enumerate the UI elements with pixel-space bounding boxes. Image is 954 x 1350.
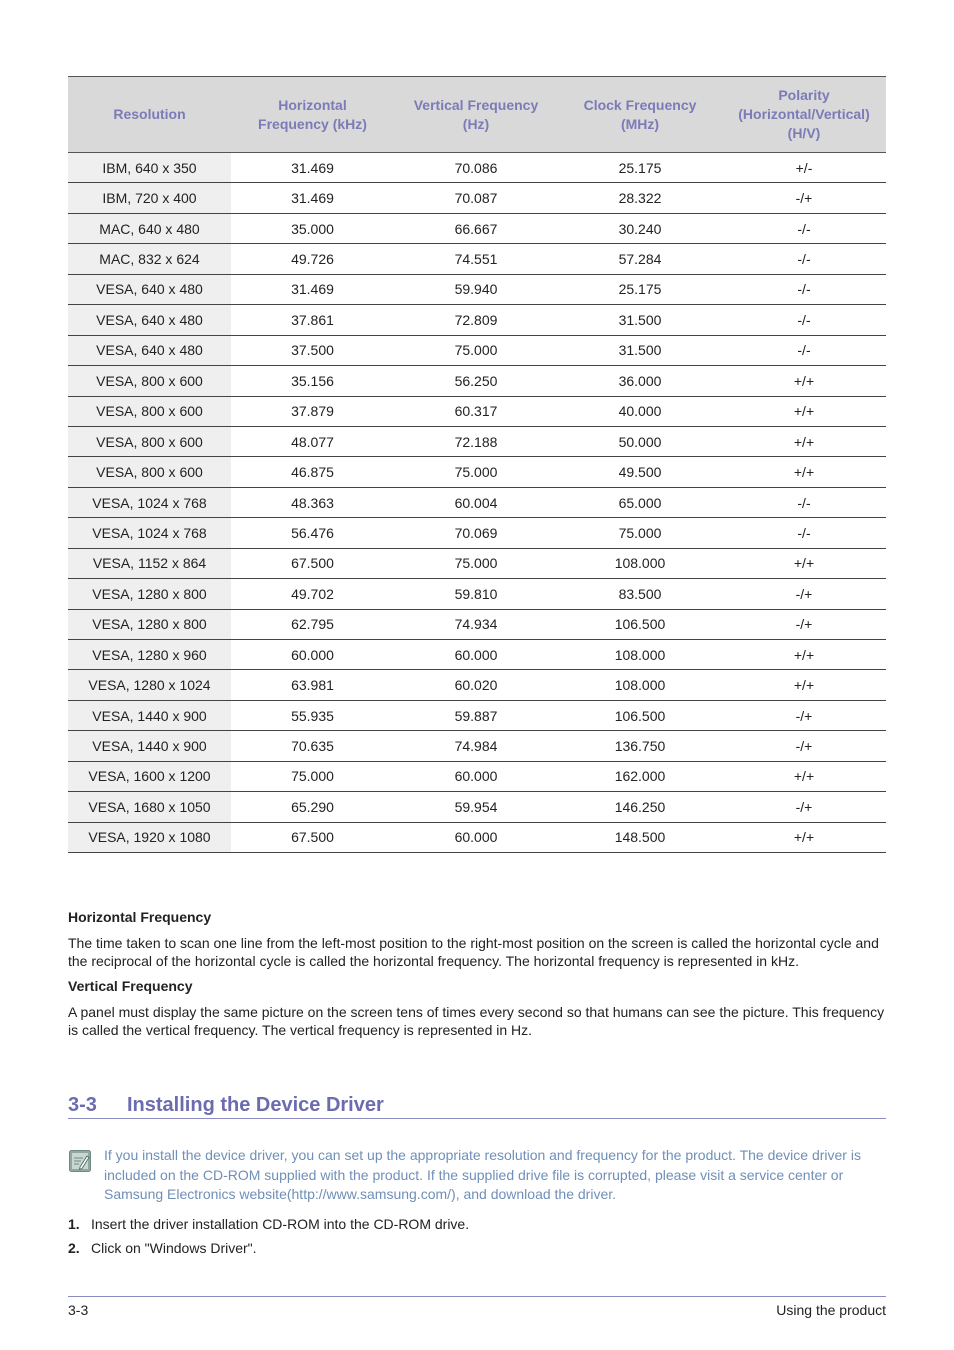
value-cell: 60.000	[394, 761, 558, 791]
value-cell: 49.726	[231, 244, 394, 274]
vertical-frequency-text: A panel must display the same picture on the screen tens of times every second so that humans can see the picture. This frequency is called the vertical frequency. The vertical frequency is represented in Hz.	[68, 1004, 885, 1038]
table-row	[68, 305, 886, 335]
value-cell: 70.086	[394, 153, 558, 183]
value-cell: -/+	[722, 731, 886, 761]
table-row	[68, 426, 886, 456]
resolution-cell: VESA, 640 x 480	[68, 274, 231, 304]
horizontal-frequency-text: The time taken to scan one line from the left-most position to the right-most position on the screen is called the horizontal cycle and the reciprocal of the horizontal cycle is called the horizontal frequency. The horizontal frequency is represented in kHz.	[68, 935, 879, 969]
header-line: (Horizontal/Vertical)	[738, 106, 870, 122]
table-row	[68, 183, 886, 213]
resolution-cell: MAC, 640 x 480	[68, 213, 231, 243]
footer-chapter: Using the product	[776, 1302, 886, 1318]
resolution-cell: VESA, 1280 x 1024	[68, 670, 231, 700]
value-cell: 74.934	[394, 609, 558, 639]
value-cell: 31.469	[231, 153, 394, 183]
value-cell: 25.175	[558, 153, 722, 183]
value-cell: 83.500	[558, 579, 722, 609]
table-row	[68, 396, 886, 426]
value-cell: 59.810	[394, 579, 558, 609]
value-cell: +/+	[722, 457, 886, 487]
resolution-cell: VESA, 640 x 480	[68, 305, 231, 335]
value-cell: 50.000	[558, 426, 722, 456]
resolution-cell: VESA, 640 x 480	[68, 335, 231, 365]
table-row	[68, 792, 886, 822]
value-cell: 59.887	[394, 700, 558, 730]
header-line: Resolution	[113, 106, 186, 122]
note-text: If you install the device driver, you can set up the appropriate resolution and frequency for the product. The device driver is included on the CD-ROM supplied with the product. If the supplied drive file is corrupted, please visit a service center or Samsung Electronics website(http://www.samsung.com/), and download the driver.	[104, 1147, 861, 1202]
value-cell: -/+	[722, 792, 886, 822]
header-line: (MHz)	[620, 115, 660, 132]
value-cell: 25.175	[558, 274, 722, 304]
step-text: Insert the driver installation CD-ROM into the CD-ROM drive.	[91, 1216, 470, 1232]
value-cell: 70.635	[231, 731, 394, 761]
table-header-cell	[231, 77, 394, 153]
table-header-cell	[68, 77, 231, 153]
value-cell: 75.000	[394, 548, 558, 578]
value-cell: 59.954	[394, 792, 558, 822]
header-line: (H/V)	[787, 125, 821, 141]
value-cell: 31.500	[558, 335, 722, 365]
value-cell: 72.188	[394, 426, 558, 456]
table-row	[68, 761, 886, 791]
value-cell: 35.000	[231, 213, 394, 243]
table-row	[68, 213, 886, 243]
vertical-frequency-heading: Vertical Frequency	[68, 978, 193, 994]
table-row	[68, 487, 886, 517]
resolution-cell: VESA, 1440 x 900	[68, 700, 231, 730]
resolution-cell: VESA, 800 x 600	[68, 426, 231, 456]
table-row	[68, 153, 886, 183]
value-cell: 37.861	[231, 305, 394, 335]
header-line: Clock Frequency	[583, 96, 697, 113]
table-header-row	[68, 77, 886, 153]
value-cell: 37.500	[231, 335, 394, 365]
value-cell: +/+	[722, 426, 886, 456]
value-cell: -/+	[722, 579, 886, 609]
table-row	[68, 579, 886, 609]
value-cell: 75.000	[394, 457, 558, 487]
value-cell: 60.317	[394, 396, 558, 426]
value-cell: 108.000	[558, 640, 722, 670]
table-row	[68, 244, 886, 274]
section-title	[68, 1090, 886, 1119]
value-cell: 75.000	[231, 761, 394, 791]
value-cell: 37.879	[231, 396, 394, 426]
value-cell: +/+	[722, 761, 886, 791]
value-cell: -/+	[722, 183, 886, 213]
value-cell: 59.940	[394, 274, 558, 304]
value-cell: 146.250	[558, 792, 722, 822]
resolution-cell: VESA, 1280 x 800	[68, 609, 231, 639]
value-cell: 62.795	[231, 609, 394, 639]
table-body	[68, 153, 886, 853]
table-row	[68, 518, 886, 548]
value-cell: +/-	[722, 153, 886, 183]
value-cell: 106.500	[558, 700, 722, 730]
resolution-cell: VESA, 1280 x 960	[68, 640, 231, 670]
value-cell: 66.667	[394, 213, 558, 243]
value-cell: 74.551	[394, 244, 558, 274]
value-cell: +/+	[722, 396, 886, 426]
value-cell: 49.500	[558, 457, 722, 487]
value-cell: -/-	[722, 305, 886, 335]
value-cell: 57.284	[558, 244, 722, 274]
value-cell: +/+	[722, 822, 886, 852]
header-line: Polarity	[778, 87, 830, 103]
value-cell: 60.000	[394, 640, 558, 670]
resolution-cell: VESA, 1680 x 1050	[68, 792, 231, 822]
table-row	[68, 609, 886, 639]
value-cell: 108.000	[558, 548, 722, 578]
value-cell: 48.363	[231, 487, 394, 517]
value-cell: 40.000	[558, 396, 722, 426]
value-cell: +/+	[722, 366, 886, 396]
table-row	[68, 670, 886, 700]
horizontal-frequency-heading: Horizontal Frequency	[68, 909, 212, 925]
value-cell: 60.020	[394, 670, 558, 700]
value-cell: -/-	[722, 518, 886, 548]
resolution-cell: IBM, 720 x 400	[68, 183, 231, 213]
resolution-cell: VESA, 1600 x 1200	[68, 761, 231, 791]
footer-divider	[68, 1296, 886, 1297]
value-cell: 36.000	[558, 366, 722, 396]
step-text: Click on "Windows Driver".	[91, 1240, 257, 1256]
value-cell: -/+	[722, 700, 886, 730]
table-row	[68, 731, 886, 761]
section-number: 3-3	[68, 1094, 97, 1116]
value-cell: 70.069	[394, 518, 558, 548]
value-cell: 60.004	[394, 487, 558, 517]
table-row	[68, 274, 886, 304]
value-cell: -/-	[722, 335, 886, 365]
table-row	[68, 700, 886, 730]
resolution-cell: VESA, 1440 x 900	[68, 731, 231, 761]
value-cell: 46.875	[231, 457, 394, 487]
value-cell: 48.077	[231, 426, 394, 456]
note-pencil-icon	[69, 1150, 91, 1172]
value-cell: -/-	[722, 487, 886, 517]
resolution-cell: VESA, 1152 x 864	[68, 548, 231, 578]
value-cell: 31.469	[231, 183, 394, 213]
resolution-cell: MAC, 832 x 624	[68, 244, 231, 274]
resolution-cell: IBM, 640 x 350	[68, 153, 231, 183]
header-line: Horizontal	[278, 96, 347, 113]
resolution-cell: VESA, 1280 x 800	[68, 579, 231, 609]
value-cell: +/+	[722, 548, 886, 578]
value-cell: 35.156	[231, 366, 394, 396]
table-row	[68, 366, 886, 396]
resolution-cell: VESA, 800 x 600	[68, 396, 231, 426]
value-cell: 108.000	[558, 670, 722, 700]
table-header-cell	[394, 77, 558, 153]
resolution-cell: VESA, 800 x 600	[68, 366, 231, 396]
resolution-cell: VESA, 800 x 600	[68, 457, 231, 487]
table-row	[68, 640, 886, 670]
table-header-cell	[558, 77, 722, 153]
value-cell: 60.000	[231, 640, 394, 670]
value-cell: 31.469	[231, 274, 394, 304]
value-cell: 67.500	[231, 548, 394, 578]
table-row	[68, 548, 886, 578]
header-line: (Hz)	[462, 115, 490, 132]
value-cell: 136.750	[558, 731, 722, 761]
value-cell: 74.984	[394, 731, 558, 761]
value-cell: 31.500	[558, 305, 722, 335]
value-cell: 106.500	[558, 609, 722, 639]
section-heading: Installing the Device Driver	[127, 1094, 384, 1116]
value-cell: 75.000	[394, 335, 558, 365]
value-cell: -/+	[722, 609, 886, 639]
header-line: Frequency (kHz)	[258, 115, 367, 132]
table-row	[68, 457, 886, 487]
value-cell: 63.981	[231, 670, 394, 700]
header-line: Vertical Frequency	[413, 96, 539, 113]
resolution-cell: VESA, 1024 x 768	[68, 487, 231, 517]
value-cell: 70.087	[394, 183, 558, 213]
value-cell: 55.935	[231, 700, 394, 730]
value-cell: 72.809	[394, 305, 558, 335]
table-header-cell	[722, 77, 886, 153]
value-cell: 148.500	[558, 822, 722, 852]
resolution-cell: VESA, 1024 x 768	[68, 518, 231, 548]
value-cell: 65.290	[231, 792, 394, 822]
value-cell: -/-	[722, 274, 886, 304]
value-cell: 30.240	[558, 213, 722, 243]
table-row	[68, 335, 886, 365]
resolution-cell: VESA, 1920 x 1080	[68, 822, 231, 852]
step-number: 2.	[68, 1240, 80, 1256]
value-cell: -/-	[722, 213, 886, 243]
value-cell: 67.500	[231, 822, 394, 852]
value-cell: -/-	[722, 244, 886, 274]
footer-page-number: 3-3	[68, 1302, 89, 1318]
value-cell: +/+	[722, 670, 886, 700]
value-cell: +/+	[722, 640, 886, 670]
timing-table	[68, 76, 886, 853]
value-cell: 56.476	[231, 518, 394, 548]
step-number: 1.	[68, 1216, 80, 1232]
value-cell: 65.000	[558, 487, 722, 517]
value-cell: 60.000	[394, 822, 558, 852]
table-row	[68, 822, 886, 852]
value-cell: 162.000	[558, 761, 722, 791]
value-cell: 49.702	[231, 579, 394, 609]
value-cell: 28.322	[558, 183, 722, 213]
value-cell: 56.250	[394, 366, 558, 396]
value-cell: 75.000	[558, 518, 722, 548]
